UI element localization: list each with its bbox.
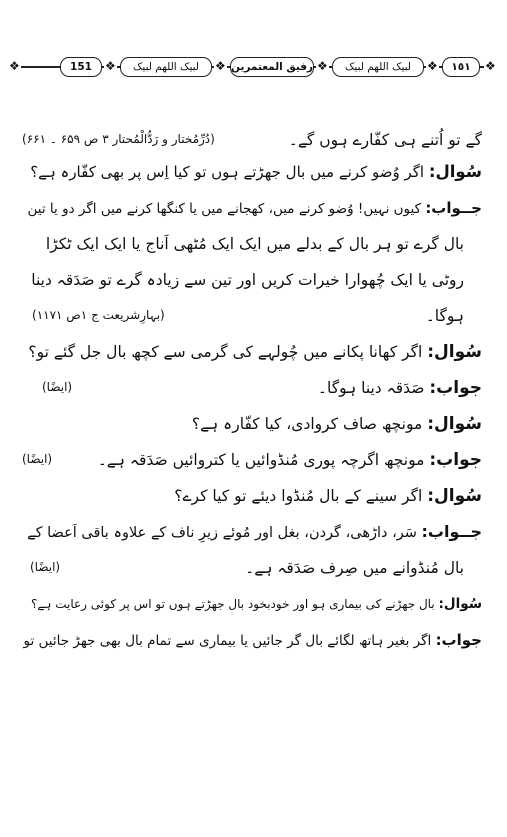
answer-line [98, 446, 482, 474]
question-line [31, 590, 482, 618]
line-text: بال مُنڈوانے میں صِرف صَدَقہ ہے۔ [245, 559, 464, 577]
ornament-icon: ❖ [9, 59, 20, 73]
question-line [28, 338, 482, 366]
reference: (ایضًا) [30, 560, 61, 574]
line-text: ہوگا۔ [425, 307, 464, 325]
line-text: اگر سینے کے بال مُنڈوا دیئے تو کیا کرے؟ [174, 487, 423, 505]
page-number-box: 151 [60, 57, 102, 77]
line-text: اگر بغیر ہاتھ لگائے بال گر جائیں یا بیماری سے تمام بال بھی جھڑ جائیں تو [23, 633, 432, 649]
text-line [46, 230, 464, 258]
ornament-icon: ❖ [485, 59, 496, 73]
ornament-icon: ❖ [317, 59, 328, 73]
page-header [10, 56, 496, 78]
line-text: مونچھ اگرچہ پوری مُنڈوائیں یا کتروائیں صَدَقہ ہے۔ [97, 451, 425, 469]
line-text: کیوں نہیں! وُضو کرنے میں، کھجانے میں یا کنگھا کرنے میں اگر دو یا تین [27, 201, 422, 217]
answer-label: جــواب: [425, 199, 482, 217]
answer-label: جواب: [435, 631, 482, 649]
answer-line [27, 518, 482, 547]
answer-label: جواب: [429, 378, 482, 398]
answer-label: جــواب: [421, 522, 482, 541]
line-text: سَر، داڑھی، گردن، بغل اور مُوئے زیرِ ناف کے علاوہ باقی اَعضا کے [27, 525, 417, 541]
answer-line [318, 374, 482, 402]
question-label: سُوال: [427, 486, 482, 506]
line-text: اگر کھانا پکانے میں چُولہے کی گرمی سے کچھ بال جل گئے تو؟ [28, 343, 423, 361]
question-line [30, 158, 482, 186]
answer-label: جواب: [429, 450, 482, 470]
question-line [192, 410, 482, 438]
text-line-1 [289, 126, 482, 154]
question-label: سُوال: [438, 596, 482, 612]
text-line [426, 302, 464, 330]
line-text: صَدَقہ دینا ہوگا۔ [317, 379, 425, 397]
ornament-icon: ❖ [215, 59, 226, 73]
reference: (ایضًا) [22, 452, 53, 466]
line-text: روٹی یا ایک چُھوارا خیرات کریں اور تین سے زیادہ گرے تو صَدَقہ دینا [31, 271, 464, 289]
line-text: گے تو اُتنے ہی کفّارے ہوں گے۔ [288, 131, 482, 149]
question-line [174, 482, 482, 510]
ornament-icon: ❖ [427, 59, 438, 73]
line-text: مونچھ صاف کروادی، کیا کفّارہ ہے؟ [191, 415, 423, 433]
question-label: سُوال: [428, 162, 482, 181]
book-title: رفیق المعتمرین [230, 57, 314, 77]
page-number-arabic-box: ١٥١ [442, 57, 480, 77]
reference: (بہارِشریعت ج ۱ص ۱۱۷۱) [32, 308, 165, 322]
header-tab-left: لبیک اللھم لبیک [120, 57, 212, 77]
line-text: اگر وُضو کرنے میں بال جھڑتے ہوں تو کیا اِس پر بھی کفّارہ ہے؟ [30, 163, 425, 181]
answer-line [24, 626, 483, 655]
ornament-icon: ❖ [105, 59, 116, 73]
question-label: سُوال: [427, 342, 482, 362]
text-line [245, 554, 464, 582]
text-line [31, 266, 464, 294]
answer-line [28, 194, 482, 223]
reference: (ایضًا) [42, 380, 73, 394]
line-text: بال جھڑنے کی بیماری ہو اور خودبخود بال جھڑتے ہوں تو اس پر کوئی رعایت ہے؟ [31, 597, 435, 611]
header-tab-right: لبیک اللھم لبیک [332, 57, 424, 77]
line-text: بال گرے تو ہر بال کے بدلے میں ایک ایک مُٹھی اَناج یا ایک ایک ٹکڑا [45, 235, 464, 253]
question-label: سُوال: [427, 414, 482, 434]
reference: (دُرِّمُختار و رَدُّالْمُحتار ۳ ص ۶۵۹ ۔ ۶۶۱) [22, 132, 215, 146]
